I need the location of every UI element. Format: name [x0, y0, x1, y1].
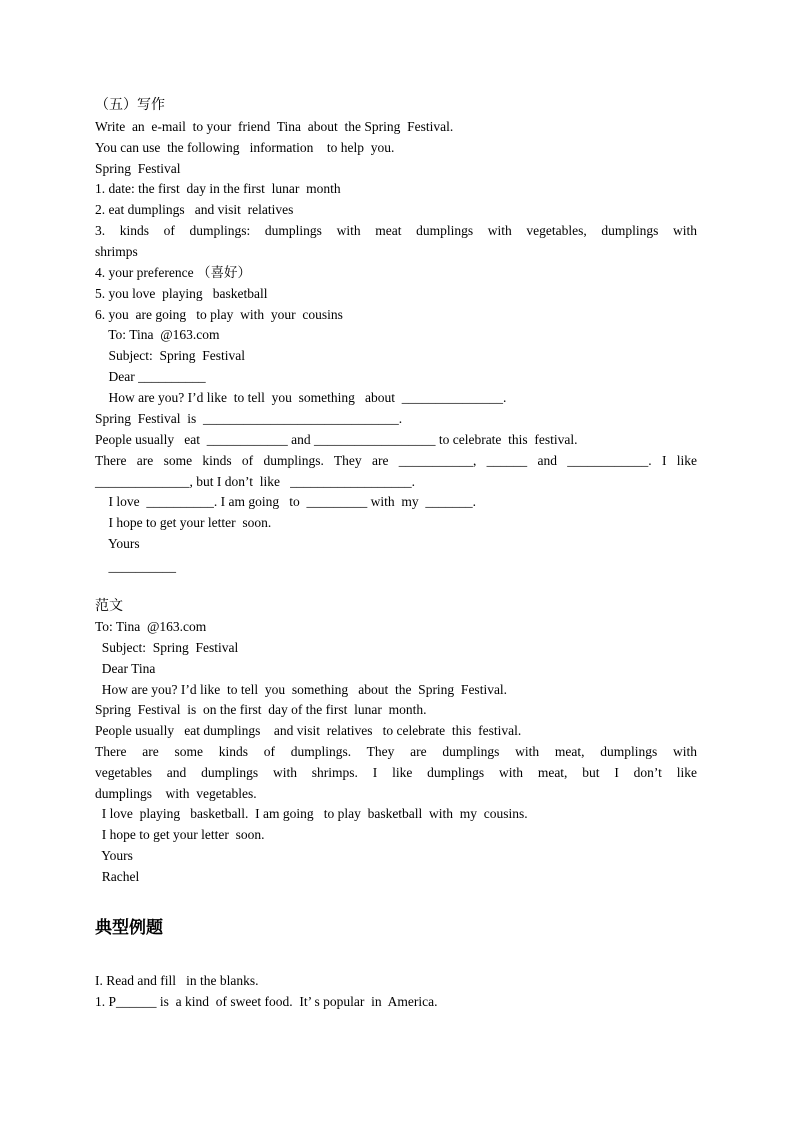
- model-line: Rachel: [95, 869, 140, 884]
- writing-line: People usually eat ____________ and __________________ to celebrate this festival.: [95, 432, 578, 447]
- model-line: There are some kinds of dumplings. They are dumplings with meat, dumplings with: [95, 744, 697, 759]
- writing-line: To: Tina @163.com: [95, 327, 220, 342]
- examples-line: I. Read and fill in the blanks.: [95, 973, 259, 988]
- writing-line: I hope to get your letter soon.: [95, 515, 272, 530]
- writing-section-title: （五）写作: [95, 97, 165, 113]
- writing-line: 5. you love playing basketball: [95, 286, 268, 301]
- writing-line: I love __________. I am going to _________ with my _______.: [95, 494, 476, 509]
- writing-line: ______________, but I don’t like __________________.: [95, 474, 415, 489]
- model-section-title: 范文: [95, 598, 123, 614]
- examples-line: 1. P______ is a kind of sweet food. It’ s popular in America.: [95, 994, 438, 1009]
- model-line: To: Tina @163.com: [95, 619, 207, 634]
- writing-line: 2. eat dumplings and visit relatives: [95, 202, 294, 217]
- examples-heading: 典型例题: [95, 918, 163, 938]
- writing-line: shrimps: [95, 244, 138, 259]
- model-line: vegetables and dumplings with shrimps. I like dumplings with meat, but I don’t like: [95, 765, 697, 780]
- model-line: dumplings with vegetables.: [95, 786, 257, 801]
- writing-line: 3. kinds of dumplings: dumplings with meat dumplings with vegetables, dumplings with: [95, 223, 697, 238]
- writing-line: Write an e-mail to your friend Tina about the Spring Festival.: [95, 119, 454, 134]
- model-line: People usually eat dumplings and visit relatives to celebrate this festival.: [95, 723, 522, 738]
- writing-line: Yours: [95, 536, 140, 551]
- writing-line: Dear __________: [95, 369, 206, 384]
- model-line: Spring Festival is on the first day of the first lunar month.: [95, 702, 427, 717]
- model-line: I hope to get your letter soon.: [95, 827, 265, 842]
- model-line: Yours: [95, 848, 133, 863]
- writing-line: 4. your preference （喜好）: [95, 265, 251, 280]
- writing-line: 6. you are going to play with your cousins: [95, 307, 343, 322]
- writing-line: __________: [95, 559, 176, 574]
- model-line: Subject: Spring Festival: [95, 640, 239, 655]
- model-line: I love playing basketball. I am going to play basketball with my cousins.: [95, 806, 528, 821]
- writing-line: Subject: Spring Festival: [95, 348, 245, 363]
- writing-line: Spring Festival: [95, 161, 181, 176]
- writing-line: How are you? I’d like to tell you something about _______________.: [95, 390, 507, 405]
- writing-line: Spring Festival is _____________________________.: [95, 411, 403, 426]
- writing-line: 1. date: the first day in the first lunar month: [95, 181, 341, 196]
- model-line: How are you? I’d like to tell you something about the Spring Festival.: [95, 682, 508, 697]
- writing-line: There are some kinds of dumplings. They are ___________, ______ and ____________. I like: [95, 453, 697, 468]
- model-line: Dear Tina: [95, 661, 156, 676]
- writing-line: You can use the following information to help you.: [95, 140, 395, 155]
